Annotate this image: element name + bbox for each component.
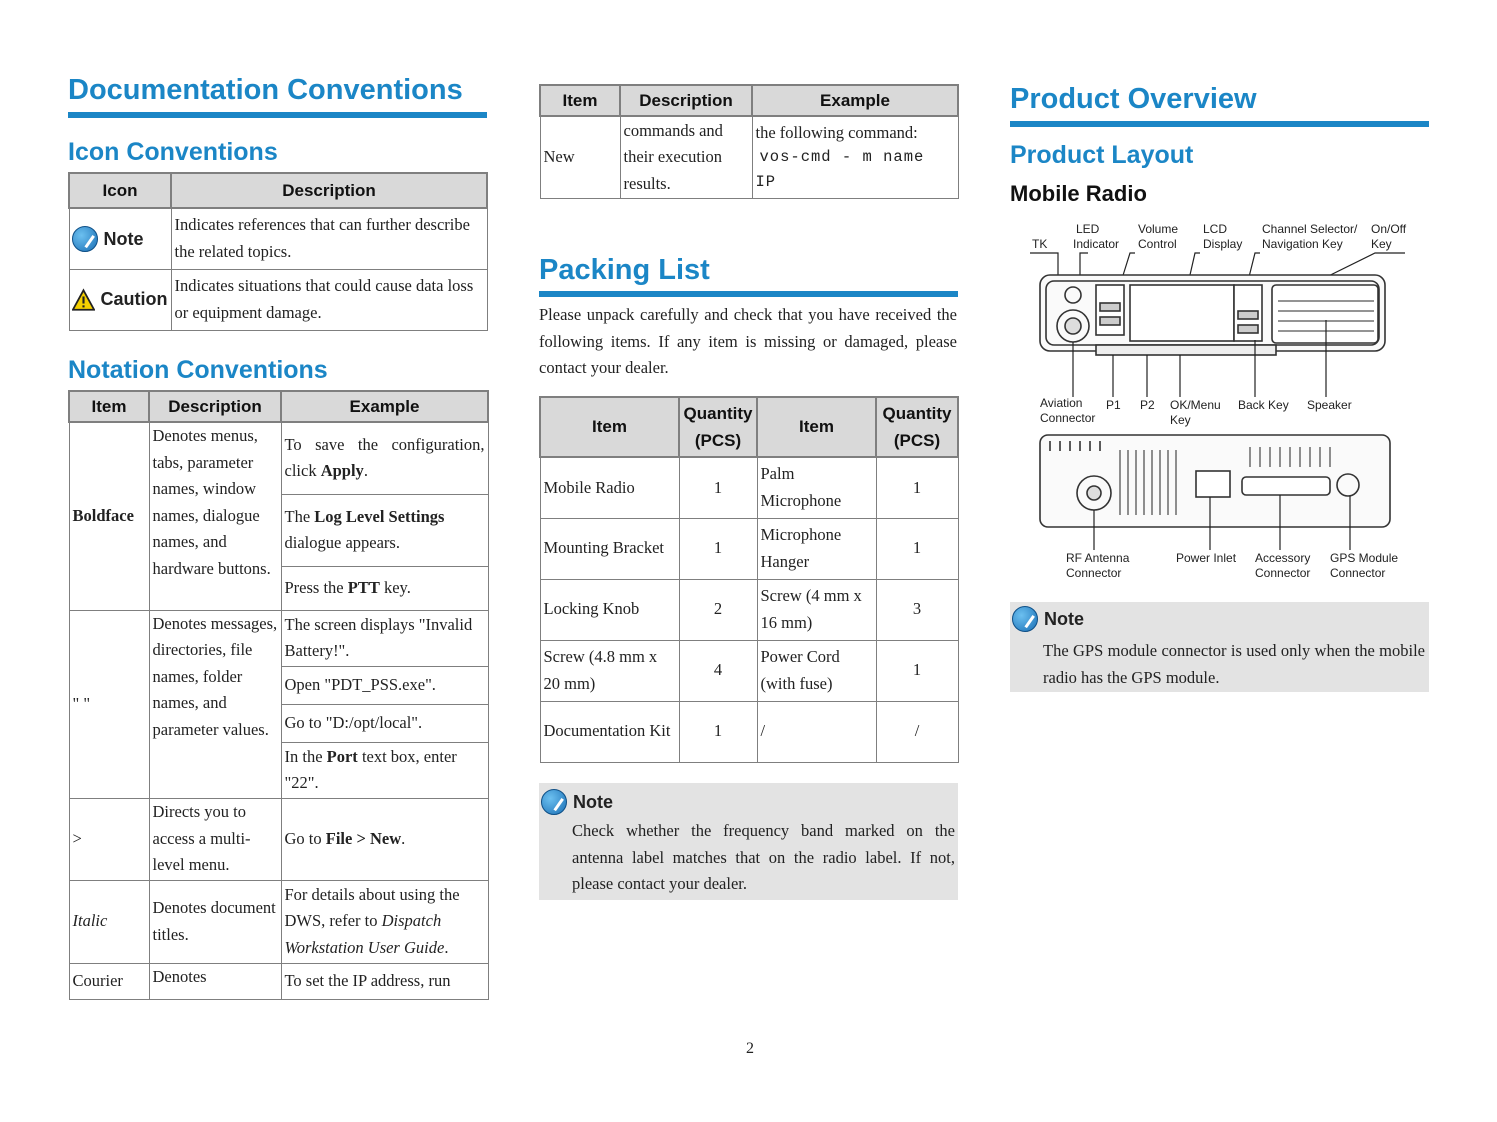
icon-col-header: Icon [69, 173, 171, 208]
info-icon [1012, 606, 1038, 632]
label-speaker: Speaker [1307, 398, 1352, 412]
page-number: 2 [746, 1040, 754, 1057]
label-back: Back Key [1238, 398, 1289, 412]
label-gps: GPS Module [1330, 551, 1399, 565]
packing-qty: 3 [876, 579, 958, 640]
label-rf: RF Antenna [1066, 551, 1130, 565]
icon-conventions-table [68, 172, 488, 331]
gps-note [1010, 602, 1429, 692]
quotes-example-1: The screen displays "Invalid Battery!". [281, 610, 488, 666]
packing-item: Documentation Kit [540, 701, 679, 762]
packing-rule [539, 291, 958, 297]
quotes-item: " " [69, 610, 149, 798]
italic-example: For details about using the DWS, refer to Dispatch Workstation User Guide. [281, 880, 488, 963]
label-led: LED [1076, 222, 1100, 236]
quantity-header-2: Quantity (PCS) [876, 397, 958, 457]
info-icon [72, 226, 98, 252]
example-col-header: Example [281, 391, 488, 422]
quantity-header-1: Quantity (PCS) [679, 397, 757, 457]
page-title: Documentation Conventions [68, 74, 463, 106]
note-label: Note [1044, 608, 1084, 629]
product-overview-title: Product Overview [1010, 83, 1257, 115]
label-tk: TK [1032, 237, 1048, 251]
label-ok: OK/Menu [1170, 398, 1221, 412]
label-volume: Volume [1138, 222, 1179, 236]
item-col-header: Item [69, 391, 149, 422]
label-onoff: Key [1371, 237, 1392, 251]
notation-conventions-table [68, 390, 489, 1000]
packing-item: Palm Microphone [757, 457, 876, 518]
boldface-item: Boldface [69, 422, 149, 610]
warning-triangle-icon [72, 288, 95, 312]
label-lcd: Display [1203, 237, 1243, 251]
product-layout-heading: Product Layout [1010, 141, 1194, 169]
quotes-description: Denotes messages, directories, file names, folder names, and parameter values. [149, 610, 281, 798]
label-p1: P1 [1106, 398, 1121, 412]
note-icon-cell [69, 208, 171, 269]
label-gps: Connector [1330, 566, 1386, 580]
notation-continued-table [539, 84, 959, 199]
packing-item: Microphone Hanger [757, 518, 876, 579]
packing-list-title: Packing List [539, 254, 710, 286]
caution-icon-cell [69, 269, 171, 330]
packing-item: Mobile Radio [540, 457, 679, 518]
quotes-example-2: Open "PDT_PSS.exe". [281, 666, 488, 704]
packing-item: Power Cord (with fuse) [757, 640, 876, 701]
gt-description: Directs you to access a multi-level menu. [149, 798, 281, 880]
label-onoff: On/Off [1371, 222, 1407, 236]
caution-icon-label: Caution [100, 289, 168, 310]
gt-example: Go to File > New. [281, 798, 488, 880]
note-label: Note [573, 791, 613, 812]
packing-qty: 2 [679, 579, 757, 640]
note-icon-label: Note [103, 228, 144, 249]
quotes-example-4: In the Port text box, enter "22". [281, 742, 488, 798]
label-accessory: Connector [1255, 566, 1311, 580]
description-col-header: Description [149, 391, 281, 422]
item-header-1: Item [540, 397, 679, 457]
packing-qty: 1 [876, 518, 958, 579]
label-power: Power Inlet [1176, 551, 1237, 565]
packing-qty: 1 [679, 518, 757, 579]
item-col-header: Item [540, 85, 620, 116]
packing-qty: 1 [679, 701, 757, 762]
packing-qty: 4 [679, 640, 757, 701]
label-channel: Channel Selector/ [1262, 222, 1358, 236]
packing-note [539, 783, 958, 900]
boldface-example-3: Press the PTT key. [281, 566, 488, 610]
icon-conventions-heading: Icon Conventions [68, 138, 278, 166]
courier-item: Courier [69, 963, 149, 999]
note-description: Indicates references that can further describe the related topics. [171, 208, 487, 269]
packing-item: Locking Knob [540, 579, 679, 640]
label-rf: Connector [1066, 566, 1122, 580]
new-item: New [540, 116, 620, 198]
label-channel: Navigation Key [1262, 237, 1343, 251]
packing-qty: / [876, 701, 958, 762]
description-col-header: Description [620, 85, 752, 116]
italic-description: Denotes document titles. [149, 880, 281, 963]
packing-qty: 1 [876, 457, 958, 518]
description-col-header: Description [171, 173, 487, 208]
packing-qty: 1 [679, 457, 757, 518]
label-ok: Key [1170, 413, 1191, 427]
courier-example: To set the IP address, run [281, 963, 488, 999]
label-led: Indicator [1073, 237, 1120, 251]
mobile-radio-diagram [1010, 215, 1430, 585]
label-aviation: Aviation [1040, 396, 1083, 410]
title-rule [68, 112, 487, 118]
packing-item: Mounting Bracket [540, 518, 679, 579]
label-p2: P2 [1140, 398, 1155, 412]
boldface-description: Denotes menus, tabs, parameter names, window names, dialogue names, and hardware buttons. [149, 422, 281, 610]
label-volume: Control [1138, 237, 1177, 251]
label-aviation: Connector [1040, 411, 1096, 425]
caution-description: Indicates situations that could cause data loss or equipment damage. [171, 269, 487, 330]
packing-item: / [757, 701, 876, 762]
label-lcd: LCD [1203, 222, 1228, 236]
packing-table [539, 396, 959, 763]
item-header-2: Item [757, 397, 876, 457]
note-text: Check whether the frequency band marked on the antenna label matches that on the radio label. If not, please contact your dealer. [572, 821, 955, 893]
mobile-radio-heading: Mobile Radio [1010, 181, 1147, 206]
packing-item: Screw (4.8 mm x 20 mm) [540, 640, 679, 701]
notation-conventions-heading: Notation Conventions [68, 356, 328, 384]
info-icon [541, 789, 567, 815]
courier-description: Denotes [149, 963, 281, 999]
packing-intro: Please unpack carefully and check that you have received the following items. If any item is missing or damaged, please contact your dealer. [539, 305, 957, 377]
new-description: commands and their execution results. [620, 116, 752, 198]
italic-item: Italic [69, 880, 149, 963]
packing-item: Screw (4 mm x 16 mm) [757, 579, 876, 640]
packing-qty: 1 [876, 640, 958, 701]
example-col-header: Example [752, 85, 958, 116]
overview-rule [1010, 121, 1429, 127]
boldface-example-2: The Log Level Settings dialogue appears. [281, 494, 488, 566]
quotes-example-3: Go to "D:/opt/local". [281, 704, 488, 742]
new-example: the following command: vos-cmd - m name IP [752, 116, 958, 198]
gt-item: > [69, 798, 149, 880]
boldface-example-1: To save the configuration, click Apply. [281, 422, 488, 494]
label-accessory: Accessory [1255, 551, 1311, 565]
note-text: The GPS module connector is used only when the mobile radio has the GPS module. [1043, 641, 1425, 687]
